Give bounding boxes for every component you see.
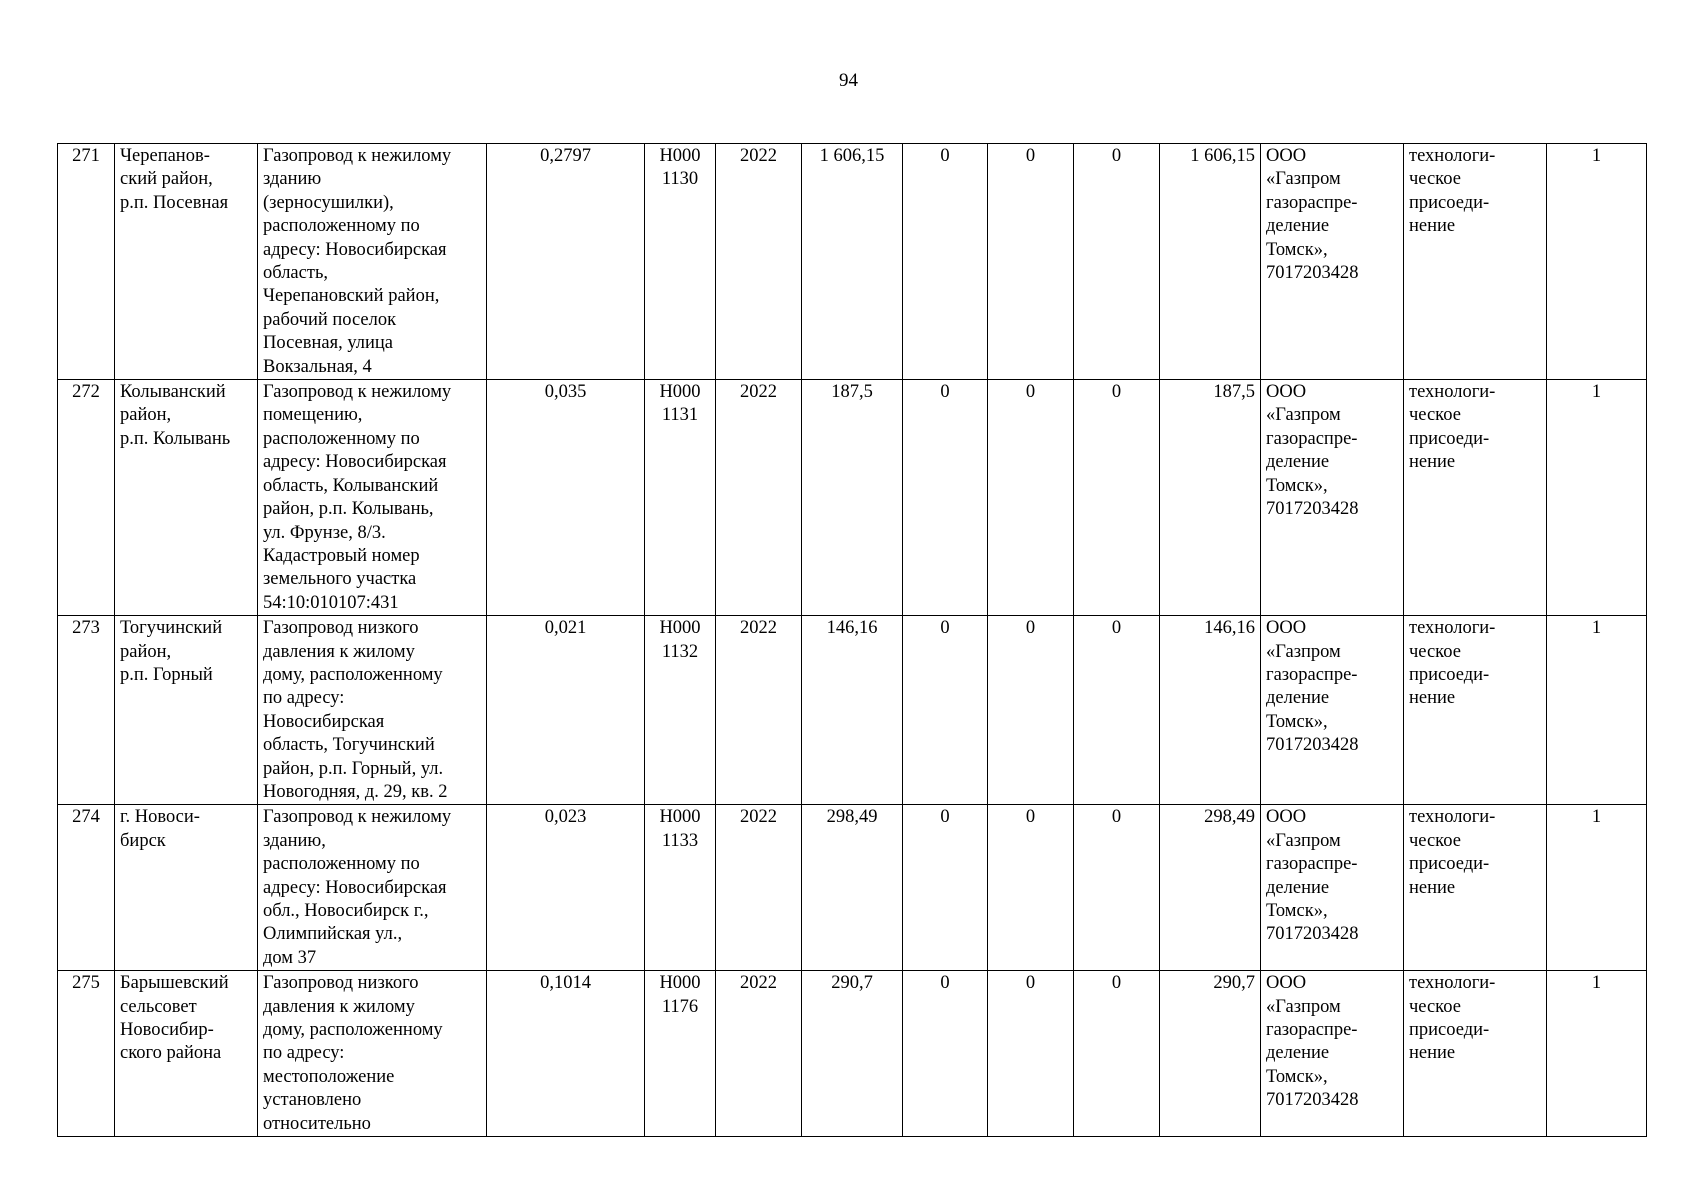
cell-organization-line: 7017203428 [1266, 924, 1359, 945]
cell-description-line: Газопровод низкого [263, 618, 419, 639]
cell-quantity: 1 [1547, 805, 1647, 971]
cell-purpose-line: технологи- [1409, 807, 1496, 828]
cell-value-2: 0 [988, 616, 1074, 805]
cell-description-line: дому, расположенному [263, 1020, 443, 1041]
cell-number: 274 [58, 805, 115, 971]
cell-purpose [1404, 144, 1547, 380]
cell-code [645, 805, 716, 971]
cell-value-2: 0 [988, 144, 1074, 380]
cell-length: 0,035 [487, 380, 645, 616]
cell-location-line: бирск [120, 830, 166, 851]
cell-description-line: район, р.п. Горный, ул. [263, 758, 444, 779]
page-number: 94 [839, 70, 858, 91]
cell-location-line: район, [120, 405, 172, 426]
cell-purpose-line: присоеди- [1409, 664, 1490, 685]
cell-length: 0,023 [487, 805, 645, 971]
cell-code [645, 144, 716, 380]
cell-total: 187,5 [802, 380, 903, 616]
cell-purpose-line: присоеди- [1409, 1020, 1490, 1041]
cell-purpose-line: ческое [1409, 641, 1461, 662]
cell-value-3: 0 [1074, 616, 1160, 805]
cell-organization-line: «Газпром [1266, 169, 1341, 190]
cell-organization-line: газораспре- [1266, 664, 1358, 685]
cell-description-line: (зерносушилки), [263, 192, 394, 213]
cell-year: 2022 [716, 380, 802, 616]
cell-value-1: 0 [903, 805, 988, 971]
cell-purpose-line: технологи- [1409, 973, 1496, 994]
cell-description-line: Новогодняя, д. 29, кв. 2 [263, 781, 448, 802]
cell-description-line: Олимпийская ул., [263, 924, 403, 945]
cell-organization-line: деление [1266, 1043, 1330, 1064]
cell-sum: 146,16 [1160, 616, 1261, 805]
cell-code-line: 1133 [661, 830, 699, 851]
cell-location-line: сельсовет [120, 996, 197, 1017]
cell-location-line: Колыванский [120, 382, 226, 403]
cell-purpose [1404, 616, 1547, 805]
cell-description-line: помещению, [263, 405, 363, 426]
cell-sum: 298,49 [1160, 805, 1261, 971]
cell-organization-line: деление [1266, 877, 1330, 898]
table-row [58, 144, 1647, 380]
cell-organization-line: деление [1266, 688, 1330, 709]
cell-purpose-line: нение [1409, 688, 1456, 709]
cell-value-3: 0 [1074, 805, 1160, 971]
cell-location [115, 971, 258, 1137]
cell-value-2: 0 [988, 805, 1074, 971]
cell-total: 298,49 [802, 805, 903, 971]
cell-organization-line: ООО [1266, 973, 1307, 994]
cell-description [258, 616, 487, 805]
cell-purpose-line: технологи- [1409, 146, 1496, 166]
cell-location-line: Новосибир- [120, 1020, 214, 1041]
cell-description-line: относительно [263, 1113, 371, 1134]
cell-organization-line: «Газпром [1266, 996, 1341, 1017]
cell-purpose-line: технологи- [1409, 618, 1496, 639]
cell-location-line: Черепанов- [120, 146, 210, 166]
cell-description-line: Новосибирская [263, 711, 385, 732]
cell-description-line: местоположение [263, 1066, 395, 1087]
cell-organization-line: «Газпром [1266, 405, 1341, 426]
cell-organization-line: 7017203428 [1266, 263, 1359, 284]
cell-purpose-line: технологи- [1409, 382, 1496, 403]
cell-description-line: район, р.п. Колывань, [263, 499, 434, 520]
cell-description-line: давления к жилому [263, 641, 415, 662]
cell-code-line: 1130 [661, 169, 699, 190]
cell-organization-line: Томск», [1266, 1066, 1328, 1087]
cell-description-line: область, Колыванский [263, 475, 439, 496]
cell-code-line: Н000 [659, 146, 701, 166]
cell-location-line: р.п. Горный [120, 664, 213, 685]
cell-purpose-line: присоеди- [1409, 428, 1490, 449]
cell-purpose-line: присоеди- [1409, 854, 1490, 875]
cell-description-line: дом 37 [263, 947, 317, 968]
cell-organization-line: Томск», [1266, 711, 1328, 732]
cell-description-line: адресу: Новосибирская [263, 239, 447, 260]
cell-location-line: район, [120, 641, 172, 662]
cell-purpose-line: ческое [1409, 830, 1461, 851]
cell-sum: 1 606,15 [1160, 144, 1261, 380]
cell-code-line: 1131 [661, 405, 699, 426]
cell-location-line: ского района [120, 1043, 222, 1064]
cell-description-line: по адресу: [263, 1043, 345, 1064]
cell-value-2: 0 [988, 380, 1074, 616]
cell-value-1: 0 [903, 144, 988, 380]
cell-number: 273 [58, 616, 115, 805]
cell-location [115, 805, 258, 971]
cell-description-line: 54:10:010107:431 [263, 592, 399, 613]
cell-organization-line: Томск», [1266, 901, 1328, 921]
cell-organization-line: 7017203428 [1266, 1090, 1359, 1111]
cell-quantity: 1 [1547, 971, 1647, 1137]
cell-purpose-line: нение [1409, 1043, 1456, 1064]
registry-table [57, 143, 1647, 1137]
cell-value-1: 0 [903, 380, 988, 616]
cell-organization-line: ООО [1266, 146, 1307, 166]
cell-purpose-line: нение [1409, 452, 1456, 473]
cell-purpose [1404, 380, 1547, 616]
cell-year: 2022 [716, 144, 802, 380]
cell-sum: 290,7 [1160, 971, 1261, 1137]
cell-year: 2022 [716, 971, 802, 1137]
cell-description-line: расположенному по [263, 216, 420, 237]
cell-organization-line: ООО [1266, 807, 1307, 828]
cell-organization-line: газораспре- [1266, 192, 1358, 213]
cell-organization-line: «Газпром [1266, 641, 1341, 662]
cell-purpose [1404, 971, 1547, 1137]
cell-description [258, 805, 487, 971]
cell-length: 0,021 [487, 616, 645, 805]
cell-description-line: область, [263, 263, 329, 284]
cell-description-line: Вокзальная, 4 [263, 356, 372, 377]
cell-value-1: 0 [903, 971, 988, 1137]
cell-code-line: Н000 [659, 618, 701, 639]
cell-code [645, 616, 716, 805]
cell-location-line: р.п. Колывань [120, 428, 231, 449]
cell-code-line: Н000 [659, 807, 701, 828]
cell-quantity: 1 [1547, 144, 1647, 380]
cell-number: 272 [58, 380, 115, 616]
cell-length: 0,2797 [487, 144, 645, 380]
cell-value-3: 0 [1074, 144, 1160, 380]
cell-organization-line: «Газпром [1266, 830, 1341, 851]
cell-organization [1261, 380, 1404, 616]
cell-code [645, 380, 716, 616]
cell-code-line: 1176 [661, 996, 699, 1017]
cell-description [258, 380, 487, 616]
cell-purpose-line: нение [1409, 877, 1456, 898]
table-row [58, 971, 1647, 1137]
cell-organization-line: газораспре- [1266, 428, 1358, 449]
cell-location-line: р.п. Посевная [120, 192, 229, 213]
cell-organization [1261, 971, 1404, 1137]
cell-purpose-line: ческое [1409, 996, 1461, 1017]
cell-description-line: Газопровод к нежилому [263, 146, 452, 166]
cell-year: 2022 [716, 616, 802, 805]
cell-purpose-line: нение [1409, 216, 1456, 237]
cell-total: 146,16 [802, 616, 903, 805]
table-row [58, 616, 1647, 805]
cell-location-line: Барышевский [120, 973, 229, 994]
cell-purpose-line: ческое [1409, 405, 1461, 426]
cell-value-2: 0 [988, 971, 1074, 1137]
cell-organization [1261, 616, 1404, 805]
cell-description-line: Газопровод к нежилому [263, 807, 452, 828]
cell-sum: 187,5 [1160, 380, 1261, 616]
cell-length: 0,1014 [487, 971, 645, 1137]
cell-organization [1261, 144, 1404, 380]
cell-organization-line: газораспре- [1266, 1020, 1358, 1041]
cell-organization-line: Томск», [1266, 239, 1328, 260]
cell-description-line: область, Тогучинский [263, 735, 435, 756]
cell-location [115, 616, 258, 805]
cell-number: 271 [58, 144, 115, 380]
cell-description-line: зданию [263, 169, 322, 190]
cell-description-line: установлено [263, 1090, 362, 1111]
table-row [58, 805, 1647, 971]
cell-description-line: расположенному по [263, 854, 420, 875]
cell-organization-line: деление [1266, 452, 1330, 473]
cell-code [645, 971, 716, 1137]
cell-description-line: Кадастровый номер [263, 545, 420, 566]
cell-description-line: расположенному по [263, 428, 420, 449]
cell-description-line: по адресу: [263, 688, 345, 709]
cell-value-1: 0 [903, 616, 988, 805]
cell-number: 275 [58, 971, 115, 1137]
cell-organization-line: Томск», [1266, 475, 1328, 496]
cell-description-line: обл., Новосибирск г., [263, 901, 429, 921]
cell-organization-line: 7017203428 [1266, 499, 1359, 520]
cell-total: 1 606,15 [802, 144, 903, 380]
cell-description [258, 144, 487, 380]
cell-organization-line: деление [1266, 216, 1330, 237]
cell-description-line: Газопровод низкого [263, 973, 419, 994]
cell-description-line: давления к жилому [263, 996, 415, 1017]
cell-total: 290,7 [802, 971, 903, 1137]
cell-quantity: 1 [1547, 616, 1647, 805]
cell-organization-line: газораспре- [1266, 854, 1358, 875]
cell-description-line: зданию, [263, 830, 326, 851]
cell-description [258, 971, 487, 1137]
cell-description-line: адресу: Новосибирская [263, 877, 447, 898]
cell-description-line: Черепановский район, [263, 286, 440, 307]
cell-organization [1261, 805, 1404, 971]
cell-description-line: дому, расположенному [263, 664, 443, 685]
cell-location-line: г. Новоси- [120, 807, 200, 828]
cell-location-line: ский район, [120, 169, 213, 190]
cell-code-line: Н000 [659, 973, 701, 994]
table-row [58, 380, 1647, 616]
cell-description-line: Газопровод к нежилому [263, 382, 452, 403]
cell-description-line: земельного участка [263, 569, 417, 590]
cell-description-line: ул. Фрунзе, 8/3. [263, 522, 386, 543]
cell-description-line: адресу: Новосибирская [263, 452, 447, 473]
cell-description-line: рабочий поселок [263, 309, 397, 330]
cell-purpose-line: ческое [1409, 169, 1461, 190]
cell-value-3: 0 [1074, 380, 1160, 616]
cell-year: 2022 [716, 805, 802, 971]
cell-location [115, 144, 258, 380]
cell-quantity: 1 [1547, 380, 1647, 616]
cell-location-line: Тогучинский [120, 618, 223, 639]
cell-description-line: Посевная, улица [263, 333, 394, 354]
cell-organization-line: 7017203428 [1266, 735, 1359, 756]
cell-organization-line: ООО [1266, 618, 1307, 639]
cell-value-3: 0 [1074, 971, 1160, 1137]
cell-code-line: 1132 [661, 641, 699, 662]
cell-organization-line: ООО [1266, 382, 1307, 403]
cell-location [115, 380, 258, 616]
cell-code-line: Н000 [659, 382, 701, 403]
cell-purpose-line: присоеди- [1409, 192, 1490, 213]
cell-purpose [1404, 805, 1547, 971]
